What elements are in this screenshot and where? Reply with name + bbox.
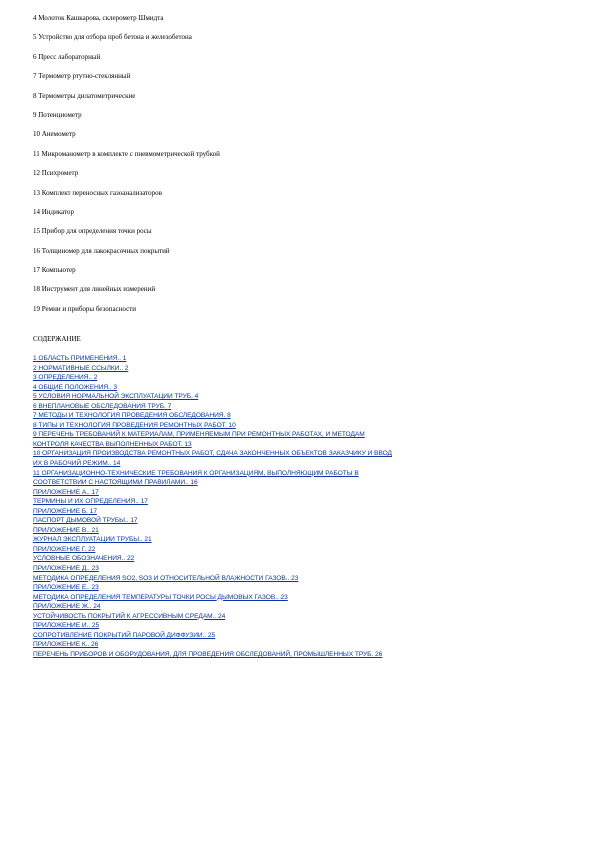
toc-link[interactable]: ПРИЛОЖЕНИЕ А.. 17 — [33, 488, 99, 496]
toc-link[interactable]: ЖУРНАЛ ЭКСПЛУАТАЦИИ ТРУБЫ.. 21 — [33, 536, 152, 544]
toc-link[interactable]: ПЕРЕЧЕНЬ ПРИБОРОВ И ОБОРУДОВАНИЯ, ДЛЯ ПРОВЕДЕНИЯ ОБСЛЕДОВАНИЙ, ПРОМЫШЛЕННЫХ ТРУБ. 26 — [33, 650, 383, 658]
toc-link[interactable]: ПАСПОРТ ДЫМОВОЙ ТРУБЫ.. 17 — [33, 517, 138, 525]
toc-link[interactable]: 3 ОПРЕДЕЛЕНИЯ.. 2 — [33, 374, 98, 382]
list-item: 9 Потенциометр — [33, 110, 82, 119]
list-item: 16 Толщиномер для лакокрасочных покрытий — [33, 246, 170, 255]
toc-link[interactable]: КОНТРОЛЯ КАЧЕСТВА ВЫПОЛНЕННЫХ РАБОТ. 13 — [33, 440, 192, 448]
list-item: 12 Психрометр — [33, 169, 79, 178]
toc-link[interactable]: ПРИЛОЖЕНИЕ Д.. 23 — [33, 565, 99, 573]
toc-link[interactable]: 1 ОБЛАСТЬ ПРИМЕНЕНИЯ.. 1 — [33, 355, 127, 362]
toc-link[interactable]: 11 ОРГАНИЗАЦИОННО-ТЕХНИЧЕСКИЕ ТРЕБОВАНИЯ К ОРГАНИЗАЦИЯМ, ВЫПОЛНЯЮЩИМ РАБОТЫ В — [33, 469, 359, 477]
toc-link[interactable]: 5 УСЛОВИЯ НОРМАЛЬНОЙ ЭКСПЛУАТАЦИИ ТРУБ. 4 — [33, 393, 199, 401]
toc-link[interactable]: ТЕРМИНЫ И ИХ ОПРЕДЕЛЕНИЯ.. 17 — [33, 498, 148, 506]
toc-link[interactable]: 6 ВНЕПЛАНОВЫЕ ОБСЛЕДОВАНИЯ ТРУБ. 7 — [33, 402, 172, 410]
list-item: 14 Индикатор — [33, 207, 75, 216]
toc-link[interactable]: УСТОЙЧИВОСТЬ ПОКРЫТИЙ К АГРЕССИВНЫМ СРЕДАМ.. 24 — [33, 612, 226, 620]
toc-link[interactable]: 2 НОРМАТИВНЫЕ ССЫЛКИ.. 2 — [33, 364, 129, 372]
contents-heading: СОДЕРЖАНИЕ — [33, 335, 81, 343]
toc-link[interactable]: 7 МЕТОДЫ И ТЕХНОЛОГИЯ ПРОВЕДЕНИЯ ОБСЛЕДОВАНИЯ. 8 — [33, 412, 231, 420]
toc-link[interactable]: ПРИЛОЖЕНИЕ Ж.. 24 — [33, 603, 101, 611]
toc-link[interactable]: 10 ОРГАНИЗАЦИЯ ПРОИЗВОДСТВА РЕМОНТНЫХ РАБОТ, СДАЧА ЗАКОНЧЕННЫХ ОБЪЕКТОВ ЗАКАЗЧИКУ И ВВОД — [33, 450, 392, 458]
toc-link[interactable]: ПРИЛОЖЕНИЕ И.. 25 — [33, 622, 100, 630]
equipment-list — [33, 14, 573, 324]
toc-link[interactable]: МЕТОДИКА ОПРЕДЕЛЕНИЯ ТЕМПЕРАТУРЫ ТОЧКИ РОСЫ ДЫМОВЫХ ГАЗОВ.. 23 — [33, 593, 288, 601]
table-of-contents — [33, 354, 573, 660]
list-item: 4 Молоток Кашкарова, склерометр Шмидта — [33, 14, 164, 22]
toc-link[interactable]: ПРИЛОЖЕНИЕ В.. 21 — [33, 526, 99, 534]
list-item: 8 Термометры дилатометрические — [33, 91, 136, 100]
toc-link[interactable]: УСЛОВНЫЕ ОБОЗНАЧЕНИЯ.. 22 — [33, 555, 135, 563]
toc-link[interactable]: ПРИЛОЖЕНИЕ Б. 17 — [33, 507, 97, 515]
list-item: 5 Устройство для отбора проб бетона и железобетона — [33, 33, 192, 42]
list-item: 10 Анемометр — [33, 130, 76, 139]
list-item: 15 Прибор для определения точки росы — [33, 227, 152, 236]
toc-link[interactable]: МЕТОДИКА ОПРЕДЕЛЕНИЯ SO2, SO3 И ОТНОСИТЕЛЬНОЙ ВЛАЖНОСТИ ГАЗОВ.. 23 — [33, 574, 299, 582]
toc-link[interactable]: 9 ПЕРЕЧЕНЬ ТРЕБОВАНИЙ К МАТЕРИАЛАМ, ПРИМЕНЯЕМЫМ ПРИ РЕМОНТНЫХ РАБОТАХ, И МЕТОДАМ — [33, 431, 365, 439]
toc-link[interactable]: ИХ В РАБОЧИЙ РЕЖИМ.. 14 — [33, 460, 121, 468]
toc-link[interactable]: ПРИЛОЖЕНИЕ К.. 26 — [33, 641, 99, 649]
toc-link[interactable]: ПРИЛОЖЕНИЕ Г. 22 — [33, 545, 96, 553]
list-item: 17 Компьютер — [33, 266, 76, 275]
toc-link[interactable]: 8 ТИПЫ И ТЕХНОЛОГИЯ ПРОВЕДЕНИЯ РЕМОНТНЫХ РАБОТ. 10 — [33, 421, 236, 429]
list-item: 19 Ремни и приборы безопасности — [33, 304, 137, 313]
list-item: 6 Пресс лабораторный — [33, 52, 101, 61]
list-item: 13 Комплект переносных газоанализаторов — [33, 188, 162, 197]
toc-link[interactable]: 4 ОБЩИЕ ПОЛОЖЕНИЯ.. 3 — [33, 383, 118, 391]
list-item: 7 Термометр ртутно-стеклянный — [33, 72, 131, 81]
toc-link[interactable]: СОПРОТИВЛЕНИЕ ПОКРЫТИЙ ПАРОВОЙ ДИФФУЗИИ.. 25 — [33, 631, 216, 639]
list-item: 11 Микроманометр в комплекте с пневмометрической трубкой — [33, 149, 220, 158]
list-item: 18 Инструмент для линейных измерений — [33, 285, 156, 294]
toc-link[interactable]: ПРИЛОЖЕНИЕ Е.. 23 — [33, 584, 99, 592]
toc-link[interactable]: СООТВЕТСТВИИ С НАСТОЯЩИМИ ПРАВИЛАМИ.. 16 — [33, 479, 198, 487]
